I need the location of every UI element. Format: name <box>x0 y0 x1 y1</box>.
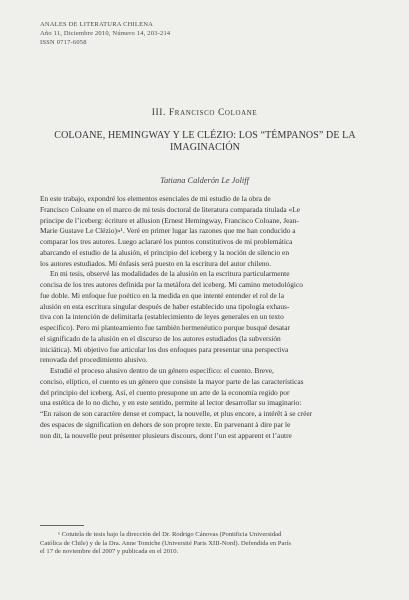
section-heading: III. Francisco Coloane <box>151 108 258 118</box>
body-line: alusión en esta escritura singular después de haber establecido una tipología exhaus- <box>40 301 290 311</box>
body-line: una estética de lo no dicho, y en este sentido, permite al lector desarrollar su imaginario: <box>40 398 302 408</box>
body-line: iniciática). Mi objetivo fue articular los dos enfoques para presentar una perspectiva <box>40 344 289 354</box>
journal-name: ANALES DE LITERATURA CHILENA <box>40 21 154 28</box>
journal-header <box>40 20 370 47</box>
body-line: tiva con la intención de delimitarla (establecimiento de leyes generales en un texto <box>40 312 284 322</box>
title-line: IMAGINACIÓN <box>170 142 240 153</box>
footnote-line: Católica de Chile) y de la Dra. Anne Tomiche (Université Paris XIII-Nord). Defendida en París <box>40 539 291 547</box>
body-line: los autores estudiados. Mi énfasis será puesto en la escritura del autor chileno. <box>40 258 272 268</box>
footnote <box>40 531 370 557</box>
body-line: Marie Gustave Le Clézio)»¹. Veré en primer lugar las razones que me han conducido a <box>40 226 296 236</box>
body-line: renovada del procedimiento alusivo. <box>40 355 148 365</box>
article-title <box>40 130 370 154</box>
journal-issn: ISSN 0717-6058 <box>40 39 87 46</box>
body-line: comparar los tres autores. Luego aclararé los puntos constitutivos de mi problemática <box>40 237 293 246</box>
body-line: el significado de la alusión en el discurso de los autores estudiados (la subversión <box>40 333 281 343</box>
footnote-line: el 17 de noviembre del 2007 y publicada en el 2010. <box>40 548 179 556</box>
body-line: En mi tesis, observé las modalidades de la alusión en la escritura particularmente <box>50 269 290 279</box>
body-line: Francisco Coloane en el marco de mi tesis doctoral de literatura comparada titulada «Le <box>40 204 301 214</box>
body-line: conciso, elíptico, el cuento es un género que consiste la mayor parte de las características <box>40 376 304 386</box>
body-line: abarcando el estudio de la alusión, el principio del iceberg y la noción de silencio en <box>40 247 290 257</box>
body-line: concisa de los tres autores definida por la metáfora del iceberg. Mi camino metodológico <box>40 280 303 289</box>
article-body <box>40 194 370 441</box>
title-line: COLOANE, HEMINGWAY Y LE CLÉZIO: LOS “TÉMPANOS” DE LA <box>54 130 356 141</box>
body-line: Estudié el proceso alusivo dentro de un género específico: el cuento. Breve, <box>50 366 274 375</box>
footnote-line: ¹ Cotutela de tesis bajo la dirección del Dr. Rodrigo Cánovas (Pontificia Universidad <box>58 531 282 538</box>
body-line: fue doble. Mi enfoque fue poético en la medida en que intenté entender el rol de la <box>40 290 284 300</box>
article-author: Tatiana Calderón Le Joliff <box>160 176 249 185</box>
body-line: des espaces de signification en dehors de son propre texte. En parvenant à dire par le <box>40 419 291 429</box>
body-line: En este trabajo, expondré los elementos esenciales de mi estudio de la obra de <box>40 194 271 203</box>
body-line: del principio del iceberg. Así, el cuento presupone un arte de la economía regido por <box>40 387 290 397</box>
body-line: non dit, la nouvelle peut présenter plusieurs discours, dont l’un est apparent et l’autre <box>40 430 292 440</box>
journal-issue: Año 11, Diciembre 2010, Número 14, 203-214 <box>40 30 171 37</box>
body-line: “En raison de son caractère dense et compact, la nouvelle, et plus encore, a intérêt à se créer <box>40 409 313 418</box>
body-line: principe de l’iceberg: écriture et allusion (Ernest Hemingway, Francisco Coloane, Jean- <box>40 215 299 225</box>
footnote-separator <box>40 525 84 526</box>
body-line: específico). Pero mi planteamiento fue también hermenéutico porque busqué desatar <box>40 323 290 332</box>
